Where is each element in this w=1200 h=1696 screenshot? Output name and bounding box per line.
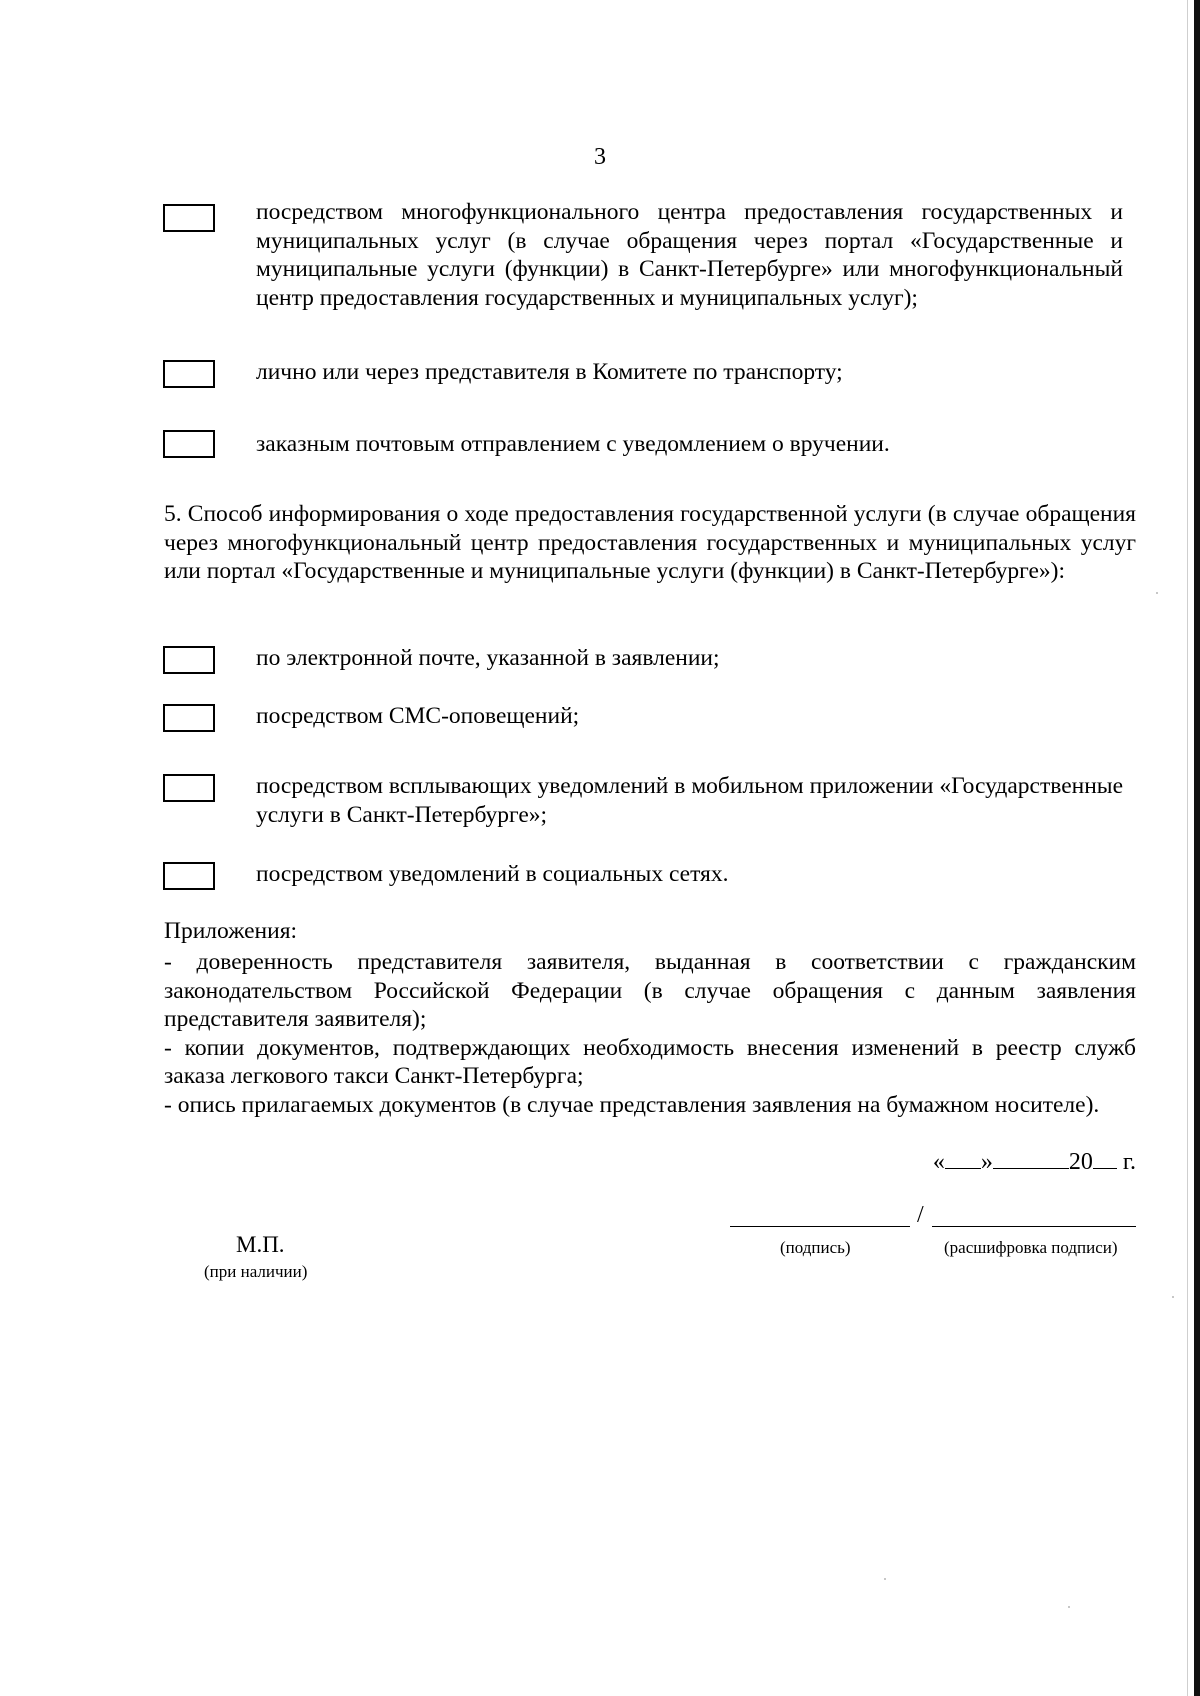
attachment-item: - доверенность представителя заявителя, выданная в соответствии с гражданским законодательством Российской Федерации (в случае обращения с данным заявления представителя заявителя); xyxy=(164,949,1136,1032)
month-blank[interactable] xyxy=(993,1146,1069,1169)
attachments-title: Приложения: xyxy=(164,918,298,944)
date-close-quote: » xyxy=(980,1149,993,1175)
option-text: посредством уведомлений в социальных сетях. xyxy=(256,861,729,887)
signature-line[interactable] xyxy=(730,1226,910,1227)
delivery-option-in-person xyxy=(163,354,1123,394)
section-5-text: 5. Способ информирования о ходе предоставления государственной услуги (в случае обращения через многофункциональный центр предоставления государственных и муниципальных услуг или портал «Государственные и муниципальные услуги (функции) в Санкт-Петербурге»): xyxy=(164,501,1136,584)
checkbox-push[interactable] xyxy=(163,774,215,802)
attachments-list xyxy=(164,948,1136,1119)
signature-row xyxy=(730,1202,1136,1232)
checkbox-email[interactable] xyxy=(163,646,215,674)
year-suffix: г. xyxy=(1122,1149,1136,1175)
signature-caption: (подпись) xyxy=(780,1238,851,1257)
scan-speck xyxy=(1156,592,1158,594)
year-prefix: 20 xyxy=(1068,1149,1093,1175)
option-text: заказным почтовым отправлением с уведомлением о вручении. xyxy=(256,431,890,457)
option-text: посредством СМС-оповещений; xyxy=(256,703,580,729)
signature-slash: / xyxy=(917,1202,924,1228)
page-number: 3 xyxy=(594,144,606,170)
notify-option-email xyxy=(163,640,1123,680)
option-text: лично или через представителя в Комитете по транспорту; xyxy=(256,359,843,385)
day-blank[interactable] xyxy=(945,1146,981,1169)
option-text: посредством всплывающих уведомлений в мобильном приложении «Государственные услуги в Санкт-Петербурге»; xyxy=(256,773,1123,828)
checkbox-in-person[interactable] xyxy=(163,360,215,388)
notify-option-sms xyxy=(163,698,1123,738)
notify-option-push xyxy=(163,768,1123,838)
decryption-caption: (расшифровка подписи) xyxy=(944,1238,1118,1257)
stamp-note: (при наличии) xyxy=(204,1262,308,1281)
stamp-label: М.П. xyxy=(236,1232,285,1257)
delivery-option-mail xyxy=(163,424,1123,464)
scan-speck xyxy=(884,1578,886,1580)
attachment-item: - опись прилагаемых документов (в случае представления заявления на бумажном носителе). xyxy=(164,1091,1100,1118)
checkbox-social[interactable] xyxy=(163,862,215,890)
signature-decryption-line[interactable] xyxy=(932,1226,1136,1227)
page-edge-line xyxy=(1187,0,1188,1696)
attachment-item: - копии документов, подтверждающих необходимость внесения изменений в реестр служб заказа легкового такси Санкт-Петербурга; xyxy=(164,1034,1136,1089)
scan-speck xyxy=(1068,1606,1070,1608)
option-text: посредством многофункционального центра предоставления государственных и муниципальных услуг (в случае обращения через портал «Государственные и муниципальные услуги (функции) в Санкт-Петербурге» или многофункциональный центр предоставления государственных и муниципальных услуг); xyxy=(256,199,1123,311)
option-text: по электронной почте, указанной в заявлении; xyxy=(256,645,720,671)
page-edge-shadow xyxy=(1194,0,1200,1696)
year-blank[interactable] xyxy=(1093,1146,1117,1169)
checkbox-mfc[interactable] xyxy=(163,204,215,232)
checkbox-mail[interactable] xyxy=(163,430,215,458)
delivery-option-mfc xyxy=(163,198,1123,348)
checkbox-sms[interactable] xyxy=(163,704,215,732)
notify-option-social xyxy=(163,856,1123,896)
date-field xyxy=(933,1146,1136,1176)
date-open-quote: « xyxy=(932,1149,945,1175)
scan-speck xyxy=(1172,1296,1174,1298)
